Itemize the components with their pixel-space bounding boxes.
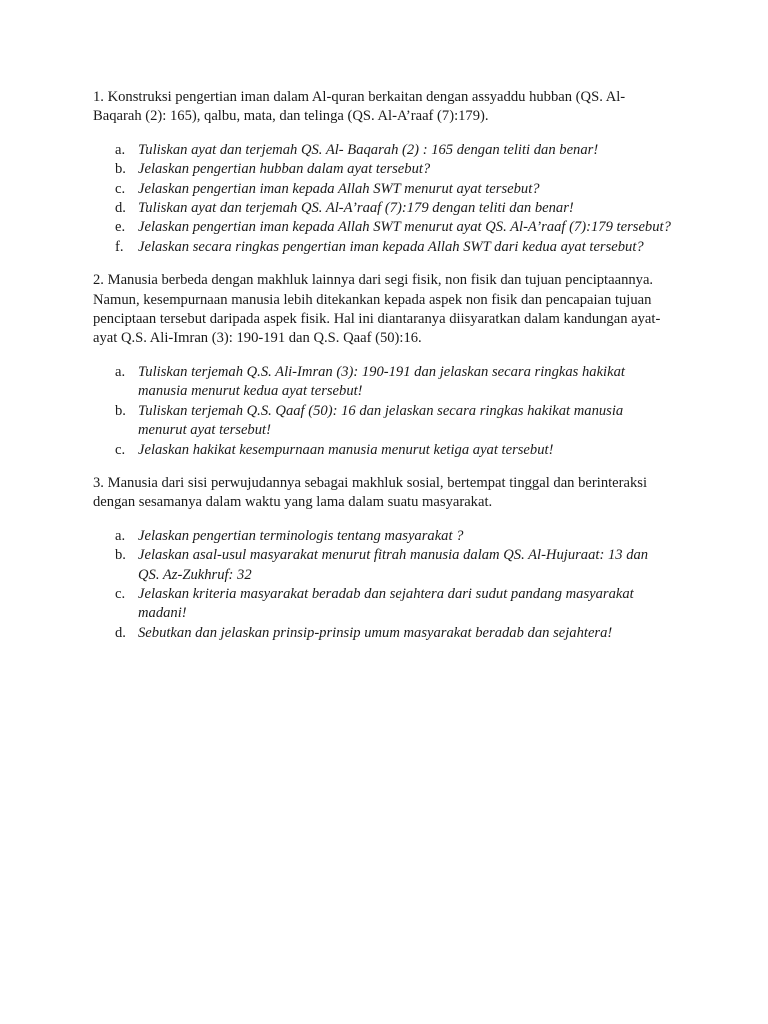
item-text: Sebutkan dan jelaskan prinsip-prinsip umum masyarakat beradab dan sejahtera!	[138, 624, 613, 641]
question-1-item-e	[93, 218, 673, 237]
item-letter: a.	[115, 527, 126, 544]
question-3-item-b	[93, 546, 673, 585]
item-letter: b.	[115, 161, 126, 178]
question-1	[93, 88, 673, 257]
item-text: Jelaskan pengertian iman kepada Allah SWT menurut ayat tersebut?	[138, 180, 540, 197]
question-1-text: 1. Konstruksi pengertian iman dalam Al-quran berkaitan dengan assyaddu hubban (QS. Al-Baqarah (2): 165), qalbu, mata, dan telinga (QS. Al-A’raaf (7):179).	[93, 89, 626, 125]
item-letter: b.	[115, 402, 126, 419]
question-3	[93, 474, 673, 643]
question-2-item-a	[93, 363, 673, 402]
question-3-item-c	[93, 585, 673, 624]
item-letter: d.	[115, 624, 126, 641]
item-text: Tuliskan terjemah Q.S. Ali-Imran (3): 190-191 dan jelaskan secara ringkas hakikat manusia menurut kedua ayat tersebut!	[138, 363, 625, 400]
item-text: Tuliskan ayat dan terjemah QS. Al- Baqarah (2) : 165 dengan teliti dan benar!	[138, 141, 599, 158]
item-letter: d.	[115, 200, 126, 217]
question-1-item-b	[93, 160, 673, 179]
item-letter: f.	[115, 238, 124, 255]
question-1-item-d	[93, 199, 673, 218]
question-2-sub-list	[93, 363, 673, 460]
item-text: Tuliskan ayat dan terjemah QS. Al-A’raaf (7):179 dengan teliti dan benar!	[138, 200, 574, 217]
item-letter: a.	[115, 363, 126, 380]
item-letter: a.	[115, 141, 126, 158]
question-1-sub-list	[93, 141, 673, 257]
question-3-item-a	[93, 527, 673, 546]
item-text: Jelaskan pengertian terminologis tentang masyarakat ?	[138, 527, 464, 544]
item-text: Tuliskan terjemah Q.S. Qaaf (50): 16 dan jelaskan secara ringkas hakikat manusia menurut ayat tersebut!	[138, 402, 624, 439]
question-2-text: 2. Manusia berbeda dengan makhluk lainnya dari segi fisik, non fisik dan tujuan penciptaannya. Namun, kesempurnaan manusia lebih ditekankan kepada aspek non fisik dan pencapaian tujuan penciptaan tersebut daripada aspek fisik. Hal ini diantaranya diisyaratkan dalam kandungan ayat-ayat Q.S. Ali-Imran (3): 190-191 dan Q.S. Qaaf (50):16.	[93, 272, 661, 347]
item-text: Jelaskan pengertian hubban dalam ayat tersebut?	[138, 161, 431, 178]
item-text: Jelaskan asal-usul masyarakat menurut fitrah manusia dalam QS. Al-Hujuraat: 13 dan QS. Az-Zukhruf: 32	[138, 547, 649, 583]
question-3-sub-list	[93, 527, 673, 643]
question-1-item-a	[93, 141, 673, 160]
question-3-item-d	[93, 624, 673, 643]
item-letter: c.	[115, 441, 126, 458]
item-letter: c.	[115, 585, 126, 602]
question-2-item-c	[93, 441, 673, 460]
question-1-item-f	[93, 238, 673, 257]
question-2-item-b	[93, 402, 673, 441]
question-2	[93, 271, 673, 460]
item-text: Jelaskan hakikat kesempurnaan manusia menurut ketiga ayat tersebut!	[138, 441, 554, 458]
item-letter: e.	[115, 219, 126, 236]
item-text: Jelaskan pengertian iman kepada Allah SWT menurut ayat QS. Al-A’raaf (7):179 tersebut?	[138, 219, 671, 236]
item-text: Jelaskan secara ringkas pengertian iman kepada Allah SWT dari kedua ayat tersebut?	[138, 238, 644, 255]
item-letter: c.	[115, 180, 126, 197]
question-3-text: 3. Manusia dari sisi perwujudannya sebagai makhluk sosial, bertempat tinggal dan berinteraksi dengan sesamanya dalam waktu yang lama dalam suatu masyarakat.	[93, 474, 648, 511]
document-page	[93, 88, 673, 643]
item-text: Jelaskan kriteria masyarakat beradab dan sejahtera dari sudut pandang masyarakat madani!	[138, 585, 634, 622]
item-letter: b.	[115, 547, 126, 564]
question-1-item-c	[93, 180, 673, 199]
